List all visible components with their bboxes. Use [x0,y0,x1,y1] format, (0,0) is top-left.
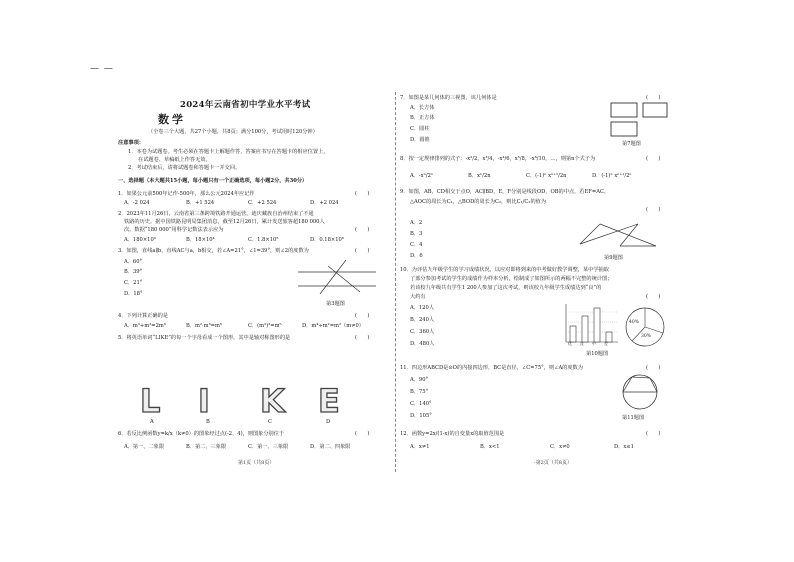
option: A．60° [124,259,143,265]
option: D．480人 [410,341,435,347]
answer-paren: ( ) [355,227,370,233]
option: C．4 [410,242,423,248]
option: A．180×10³ [124,237,156,243]
answer-paren: ( ) [646,207,661,213]
figure-7-three-views [610,102,670,138]
option: A．长方体 [410,105,435,111]
question-9: 9．如图，AB，CD相交于点O，AC∥BD，E，F分别是线段OD，OB的中点，若EF=AC， [400,189,610,195]
answer-paren: ( ) [355,248,370,254]
option: A．2 [410,220,423,226]
option: C．(m²)³=m⁵ [248,323,282,329]
bar-chart-tick: 良 [580,341,584,346]
option: C．+2 524 [248,200,277,206]
option: B [206,419,210,425]
bar-chart-tick: 中 [592,341,596,346]
question-9-line: △AOC的周长为C₁，△BOD的周长为C₂，则比C₁/C₂的值为 [410,199,547,205]
option: D．m⁴÷m²=m²（m≠0） [302,323,364,329]
section1-heading: 一、选择题（本大题共15小题，每小题只有一个正确选项，每小题2分，共30分） [118,178,308,184]
question-4: 4．下列计算正确的是 [118,313,168,319]
option: A．第一、二象限 [124,444,165,450]
figure-3-diagram [298,258,378,298]
like-letter-e: E [318,382,340,420]
like-letter-i: I [198,382,210,420]
option: C [268,419,272,425]
option: D．105° [410,413,432,419]
option: C．140° [410,401,432,407]
option: B．m²·m³=m⁶ [186,323,222,329]
option: B．75° [410,389,429,395]
option: D [326,419,331,425]
option: C．360人 [410,329,435,335]
question-10: 10．为评估九年级学生的学习成绩状况，以应对即将到来的中考做好教学调整，某中学抽取 [400,267,609,273]
option: C．第一、三象限 [248,444,289,450]
column-divider [395,92,396,472]
question-10-line: 了部分参加考试的学生的成绩作为样本分析，绘制成了如图所示的两幅不完整的统计图； [410,276,613,282]
option: B．第二、三象限 [186,444,227,450]
option: B．3 [410,231,423,237]
page-footer-left: 第1页（共8页） [238,460,275,466]
exam-title: 2024年云南省初中学业水平考试 [180,100,311,110]
option: C．圆柱 [410,126,430,132]
figure-caption: 第3题图 [326,301,345,307]
answer-paren: ( ) [355,313,370,319]
question-8: 8．按一定规律排列的式子：-x²/2，x³/4，-x⁴/6，x⁵/8，-x⁶/10，…，则第n个式子为 [400,156,596,162]
notice-item: 1．本卷为试题卷。考生必须在答题卡上解题作答，答案应书写在答题卡的相应位置上， [128,149,329,155]
question-2-line: 铁路的历史。据中国铁路昆明局集团消息，截至12月26日，累计发送旅客超180 000人 [124,219,325,225]
option: A．x≠1 [410,444,430,450]
option: C．(-1)ⁿ xⁿ⁺¹/2n [526,173,567,179]
question-7: 7．如图是某几何体的三视图，该几何体是 [400,95,497,101]
answer-paren: ( ) [355,191,370,197]
question-11: 11．四边形ABCD是⊙O的内接四边形，BC是直径，∠C=75°，则∠A的度数为 [400,365,583,371]
question-2-line: 次。数据“180 000”用科学记数法表示应为 [124,227,224,233]
answer-paren: ( ) [646,431,661,437]
option: B．+1 524 [186,200,215,206]
bar-chart-tick: 差 [604,341,608,346]
bar-chart-tick: 优 [568,341,572,346]
option: B．xⁿ/2n [468,173,491,179]
figure-caption: 第10题图 [586,351,609,357]
like-letter-k: K [260,382,285,420]
question-12: 12．函数y=2x/(1-x)的自变量x的取值范围是 [400,431,505,437]
figure-caption: 第11题图 [622,415,645,421]
answer-paren: ( ) [646,156,661,162]
option: D．第二、四象限 [310,444,351,450]
option: D．x≤1 [614,444,634,450]
exam-info: （全卷三个大题，共27个小题，共8页；满分100分，考试用时120分钟） [148,129,318,135]
option: C．1.8×10⁵ [248,237,279,243]
question-3: 3．如图，直线a∥b，直线AC与a，b相交，若∠A=21°，∠1=39°，则∠2的度数为 [118,248,309,254]
notice-item: 2．考试结束后，请将试题卷和答题卡一并交回。 [128,165,241,171]
option: D．0.18×10⁶ [310,237,344,243]
figure-10-pie-chart [624,306,666,348]
like-letter-l: L [140,382,161,420]
option: A．120人 [410,305,435,311]
exam-subject: 数学 [158,113,186,126]
notice-item: 在试题卷、草稿纸上作答无效。 [138,157,211,163]
notice-heading: 注意事项： [118,140,144,146]
answer-paren: ( ) [646,95,661,101]
pie-label: 40% [629,320,640,325]
option: B．240人 [410,317,435,323]
answer-paren: ( ) [646,294,661,300]
option: D．+2 024 [310,200,339,206]
option: D．圆锥 [410,137,430,143]
option: B．正方体 [410,115,435,121]
option: A．-xⁿ/2ⁿ [410,173,434,179]
question-2: 2．2023年11月26日，云南省第三条跨境铁路开通运营，迪庆藏族自治州结束了不通 [118,211,314,217]
option: D．6 [410,253,423,259]
figure-caption: 第7题图 [622,141,641,147]
option: B．18×10⁴ [186,237,215,243]
question-10-line: 大约有 [410,294,426,300]
option: B．39° [124,269,143,275]
figure-9-diagram [578,220,660,250]
page-footer-right: ·第2页（共8页） [534,460,572,466]
answer-paren: ( ) [646,365,661,371]
option: B．x<1 [480,444,500,450]
corner-mark: — — [90,64,114,74]
question-10-line: 若该校九年级共有学生1 200人参加了这次考试，则该校九年级学生成绩达到“良”的 [410,285,602,291]
option: C．x≠0 [550,444,570,450]
answer-paren: ( ) [355,431,370,437]
option: D．(-1)ⁿ xⁿ⁺¹/2ⁿ [592,173,632,179]
question-5: 5．将英语单词“LIKE”的每一个字母看成一个图形，其中是轴对称图形的是 [118,335,291,341]
pie-label: 30% [641,334,652,339]
answer-paren: ( ) [355,335,370,341]
question-6: 6．若反比例函数y=k/x（k≠0）的图象经过点(-2，4)，则图象分别位于 [118,431,285,437]
option: A．m³+m³=2m⁶ [124,323,166,329]
option: C．21° [124,280,143,286]
option: A [150,419,154,425]
option: A．90° [410,377,429,383]
figure-caption: 第9题图 [604,255,623,261]
option: D．18° [124,291,143,297]
option: A．-2 024 [124,200,150,206]
question-1: 1．如果公元前500年记作-500年，那么公元2024年应记作 [118,191,255,197]
figure-11-circle [620,372,660,412]
